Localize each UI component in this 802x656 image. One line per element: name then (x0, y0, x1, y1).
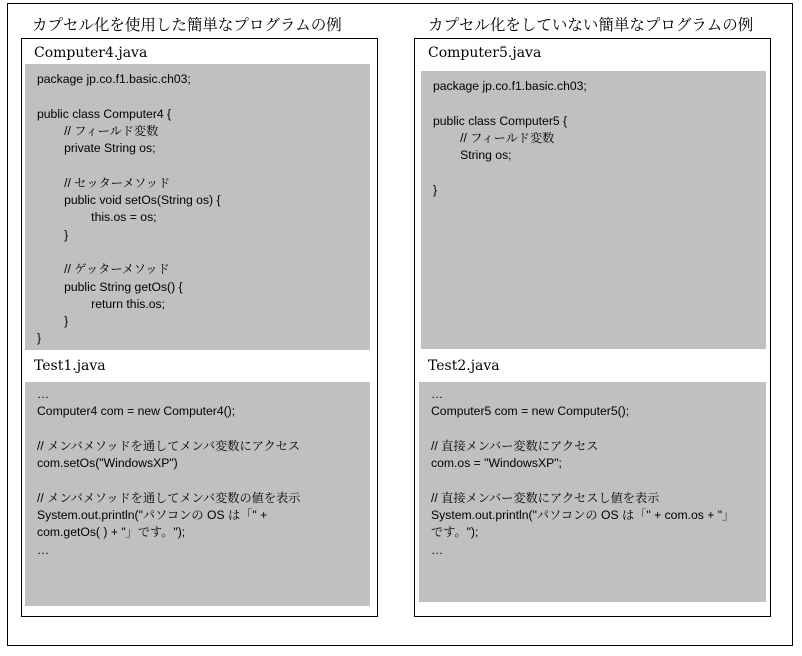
code-line (431, 472, 766, 489)
code-line (37, 157, 370, 174)
code-line (433, 95, 766, 112)
code-line: public class Computer4 { (37, 106, 172, 121)
right-class-file-label: Computer5.java (428, 45, 542, 61)
code-line: // 直接メンバー変数にアクセス (431, 438, 599, 453)
code-line: … (37, 542, 50, 557)
code-line: Computer4 com = new Computer4(); (37, 404, 236, 419)
code-line: } (37, 314, 69, 329)
code-line: // メンバメソッドを通してメンバ変数にアクセス (37, 438, 301, 453)
code-line: } (433, 182, 438, 197)
code-line: private String os; (37, 141, 156, 156)
code-line (37, 88, 370, 105)
code-line: } (37, 331, 42, 346)
code-line (37, 421, 370, 438)
code-line: … (431, 387, 444, 401)
code-line: System.out.println("パソコンの OS は「" + com.os + "」 (431, 508, 735, 523)
code-line: System.out.println("パソコンの OS は「" + (37, 508, 268, 523)
code-line: this.os = os; (37, 210, 157, 225)
code-line: です。"); (431, 525, 479, 540)
code-line: package jp.co.f1.basic.ch03; (433, 79, 587, 93)
code-line: Computer5 com = new Computer5(); (431, 404, 630, 419)
right-heading: カプセル化をしていない簡単なプログラムの例 (428, 16, 754, 34)
code-line (37, 244, 370, 261)
right-test-code-block (419, 382, 766, 602)
code-line: … (37, 387, 50, 401)
left-heading: カプセル化を使用した簡単なプログラムの例 (32, 16, 342, 34)
code-line (37, 472, 370, 489)
left-test-code-block (25, 382, 370, 606)
code-line: String os; (433, 148, 512, 163)
code-line: // セッターメソッド (37, 175, 171, 190)
right-class-code-block (421, 71, 766, 349)
code-line: package jp.co.f1.basic.ch03; (37, 72, 191, 86)
code-line: public class Computer5 { (433, 113, 568, 128)
code-line: public void setOs(String os) { (37, 193, 221, 208)
code-line: com.getOs( ) + "」です。"); (37, 525, 186, 540)
code-line (431, 421, 766, 438)
code-line: // ゲッターメソッド (37, 262, 170, 277)
right-test-file-label: Test2.java (428, 358, 500, 374)
code-line (433, 164, 766, 181)
code-line: } (37, 227, 69, 242)
code-line: … (431, 542, 444, 557)
left-class-file-label: Computer4.java (34, 45, 148, 61)
left-test-file-label: Test1.java (34, 358, 106, 374)
code-line: com.setOs("WindowsXP") (37, 456, 178, 471)
code-line: com.os = "WindowsXP"; (431, 456, 562, 471)
code-line: // フィールド変数 (37, 123, 159, 138)
code-line: // フィールド変数 (433, 130, 555, 145)
left-class-code-block (25, 64, 370, 350)
code-line: // 直接メンバー変数にアクセスし値を表示 (431, 490, 660, 505)
code-line: // メンバメソッドを通してメンバ変数の値を表示 (37, 490, 301, 505)
code-line: return this.os; (37, 296, 166, 311)
code-line: public String getOs() { (37, 279, 183, 294)
